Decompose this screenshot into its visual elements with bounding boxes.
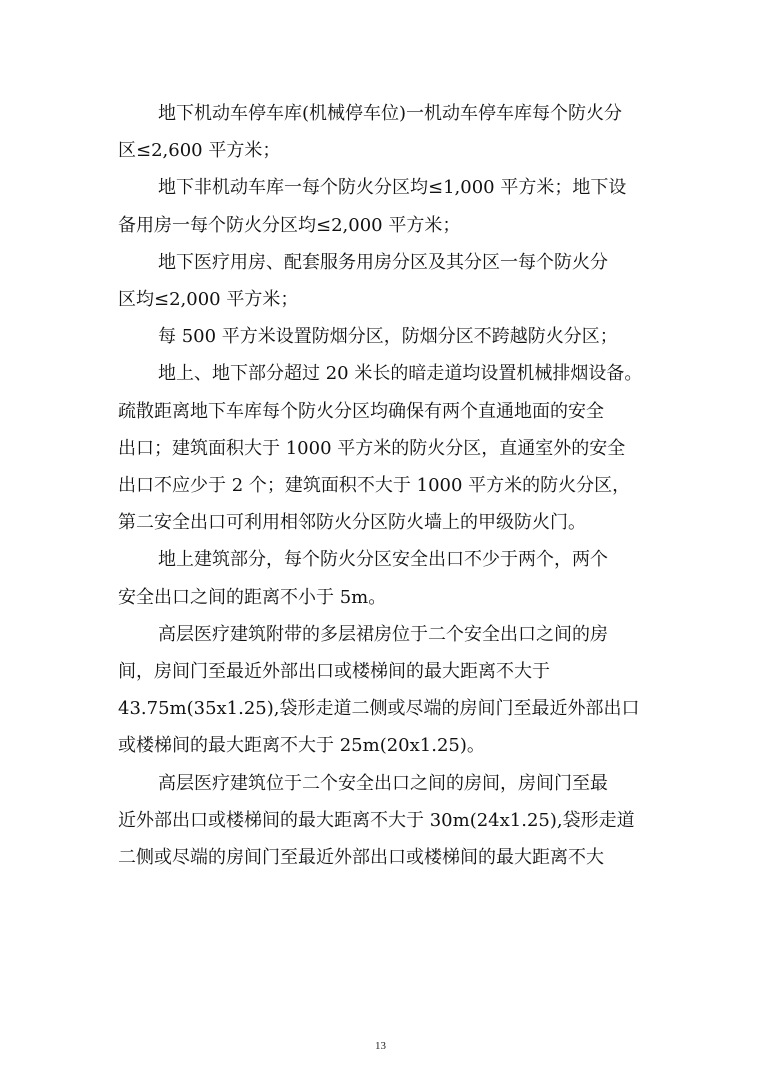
text-line: 地下机动车停车库(机械停车位)一机动车停车库每个防火分 [158,103,623,124]
text-line: 出口；建筑面积大于 1000 平方米的防火分区，直通室外的安全 [118,437,626,459]
document-body [118,95,643,876]
text-line: 高层医疗建筑附带的多层裙房位于二个安全出口之间的房 [158,623,608,645]
text-line: 间，房间门至最近外部出口或楼梯间的最大距离不大于 [118,661,550,683]
text-line: 每 500 平方米设置防烟分区，防烟分区不跨越防火分区； [158,326,618,348]
text-line: 备用房一每个防火分区均≤2,000 平方米； [118,214,461,236]
text-line: 安全出口之间的距离不小于 5m。 [118,586,387,608]
text-line: 区均≤2,000 平方米； [118,289,299,311]
text-line: 或楼梯间的最大距离不大于 25m(20x1.25)。 [118,735,485,757]
text-line: 43.75m(35x1.25),袋形走道二侧或尽端的房间门至最近外部出口 [118,698,640,720]
text-line: 高层医疗建筑位于二个安全出口之间的房间，房间门至最 [158,772,608,794]
text-line: 地上建筑部分，每个防火分区安全出口不少于两个，两个 [158,549,608,571]
paragraph-highrise-distance [118,765,643,877]
text-line: 区≤2,600 平方米； [118,140,281,162]
text-line: 地上、地下部分超过 20 米长的暗走道均设置机械排烟设备。 [158,363,643,385]
text-line: 出口不应少于 2 个；建筑面积不大于 1000 平方米的防火分区， [118,475,631,497]
page-number: 13 [375,1040,386,1052]
paragraph-smoke-zones [118,318,643,355]
paragraph-above-ground-exits [118,541,643,615]
paragraph-non-motor-garage [118,169,643,243]
text-line: 地下非机动车库一每个防火分区均≤1,000 平方米；地下设 [158,177,627,199]
text-line: 二侧或尽端的房间门至最近外部出口或楼梯间的最大距离不大 [118,847,604,869]
text-line: 第二安全出口可利用相邻防火分区防火墙上的甲级防火门。 [118,512,586,534]
text-line: 近外部出口或楼梯间的最大距离不大于 30m(24x1.25),袋形走道 [118,809,635,831]
paragraph-smoke-exhaust [118,355,643,541]
text-line: 地下医疗用房、配套服务用房分区及其分区一每个防火分 [158,251,608,273]
text-line: 疏散距离地下车库每个防火分区均确保有两个直通地面的安全 [118,400,604,422]
paragraph-medical-rooms [118,244,643,318]
paragraph-underground-motor-garage [118,95,643,169]
paragraph-podium-distance [118,616,643,765]
